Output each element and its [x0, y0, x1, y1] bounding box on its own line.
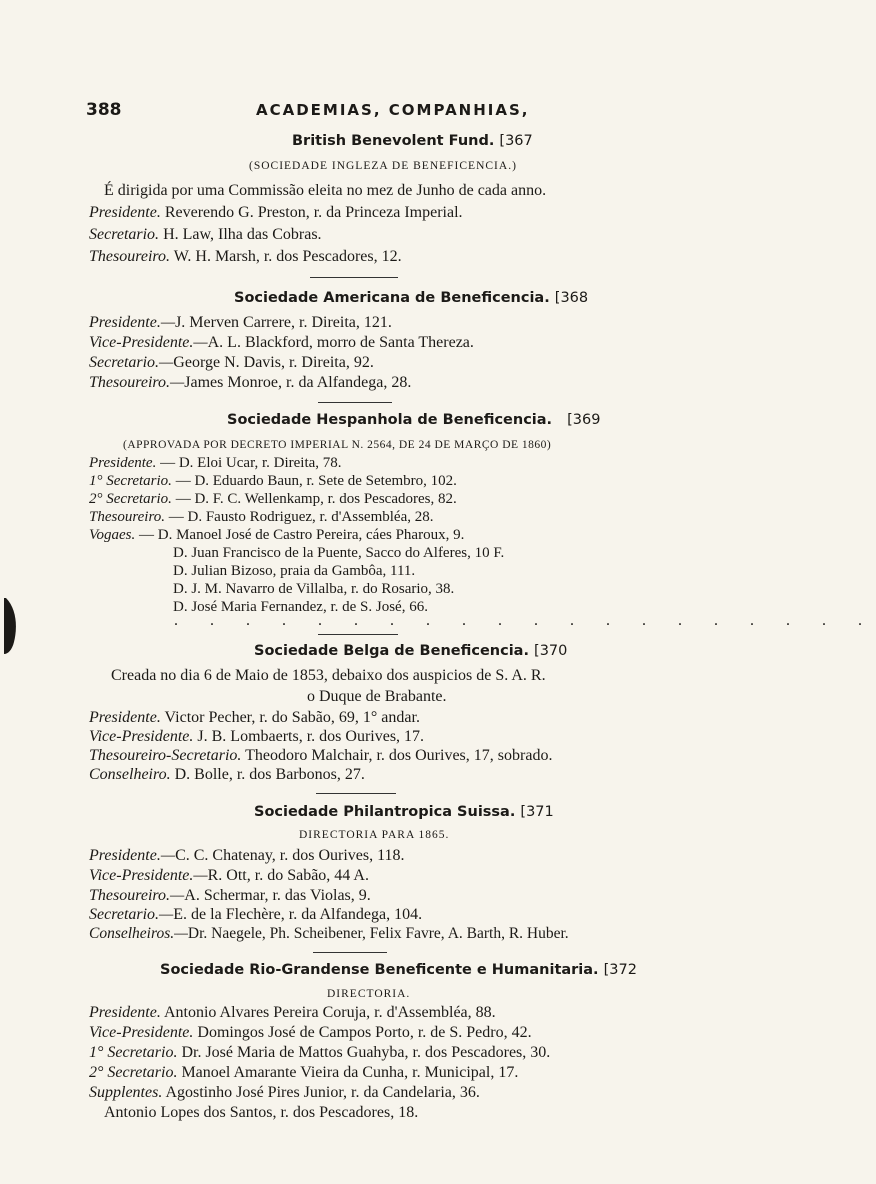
text-line: Conselheiro. D. Bolle, r. dos Barbonos, 27. [89, 766, 365, 783]
text-line: Thesoureiro. — D. Fausto Rodriguez, r. d'Assembléa, 28. [89, 509, 434, 525]
text-line: Presidente. — D. Eloi Ucar, r. Direita, 78. [89, 455, 342, 471]
text-line: Thesoureiro.—A. Schermar, r. das Violas, 9. [89, 887, 371, 904]
text-line: Thesoureiro.—James Monroe, r. da Alfandega, 28. [89, 374, 412, 391]
intro-line: Creada no dia 6 de Maio de 1853, debaixo dos auspicios de S. A. R. [111, 667, 546, 684]
section-subtitle: DIRECTORIA. [327, 988, 411, 1000]
text-line: Antonio Lopes dos Santos, r. dos Pescadores, 18. [104, 1104, 419, 1121]
text-line: Vice-Presidente. Domingos José de Campos Porto, r. de S. Pedro, 42. [89, 1024, 532, 1041]
text-line: Secretario.—E. de la Flechère, r. da Alfandega, 104. [89, 906, 423, 923]
section-title: Sociedade Philantropica Suissa. [371 [254, 804, 554, 820]
text-line: D. Juan Francisco de la Puente, Sacco do Alferes, 10 F. [173, 545, 505, 561]
section-title: British Benevolent Fund. [367 [292, 133, 533, 149]
text-line: Vice-Presidente.—A. L. Blackford, morro de Santa Thereza. [89, 334, 474, 351]
divider [316, 793, 396, 794]
text-line: Presidente.—J. Merven Carrere, r. Direita, 121. [89, 314, 392, 331]
divider [313, 952, 387, 953]
divider [318, 402, 392, 403]
section-subtitle: (SOCIEDADE INGLEZA DE BENEFICENCIA.) [249, 160, 517, 172]
text-line: 2° Secretario. — D. F. C. Wellenkamp, r. dos Pescadores, 82. [89, 491, 457, 507]
text-line: Presidente. Reverendo G. Preston, r. da Princeza Imperial. [89, 204, 463, 221]
text-line: Secretario.—George N. Davis, r. Direita, 92. [89, 354, 374, 371]
section-subtitle: (APPROVADA POR DECRETO IMPERIAL N. 2564, DE 24 DE MARÇO DE 1860) [123, 439, 552, 451]
text-line: Vogaes. — D. Manoel José de Castro Pereira, cáes Pharoux, 9. [89, 527, 465, 543]
section-subtitle: DIRECTORIA PARA 1865. [299, 829, 450, 841]
text-line: Presidente.—C. C. Chatenay, r. dos Ourives, 118. [89, 847, 405, 864]
page-number: 388 [86, 100, 122, 120]
section-title: Sociedade Americana de Beneficencia. [368 [234, 290, 589, 306]
dot-leader: . . . . . . . . . . . . . . . . . . . . [174, 612, 876, 629]
text-line: D. José Maria Fernandez, r. de S. José, 66. [173, 599, 428, 615]
text-line: Supplentes. Agostinho José Pires Junior, r. da Candelaria, 36. [89, 1084, 480, 1101]
text-line: Conselheiros.—Dr. Naegele, Ph. Scheibener, Felix Favre, A. Barth, R. Huber. [89, 925, 569, 942]
divider [310, 277, 398, 278]
text-line: D. Julian Bizoso, praia da Gambôa, 111. [173, 563, 416, 579]
text-line: Vice-Presidente.—R. Ott, r. do Sabão, 44 A. [89, 867, 369, 884]
binding-mark [2, 596, 20, 656]
text-line: Presidente. Antonio Alvares Pereira Coruja, r. d'Assembléa, 88. [89, 1004, 496, 1021]
section-title: Sociedade Hespanhola de Beneficencia. [369 [227, 412, 601, 428]
text-line: Presidente. Victor Pecher, r. do Sabão, 69, 1° andar. [89, 709, 420, 726]
running-head: ACADEMIAS, COMPANHIAS, [256, 101, 530, 119]
text-line: Thesoureiro. W. H. Marsh, r. dos Pescadores, 12. [89, 248, 402, 265]
text-line: Secretario. H. Law, Ilha das Cobras. [89, 226, 322, 243]
text-line: É dirigida por uma Commissão eleita no mez de Junho de cada anno. [104, 182, 547, 199]
text-line: 1° Secretario. Dr. José Maria de Mattos Guahyba, r. dos Pescadores, 30. [89, 1044, 551, 1061]
section-title: Sociedade Rio-Grandense Beneficente e Humanitaria. [372 [160, 962, 637, 978]
section-title: Sociedade Belga de Beneficencia. [370 [254, 643, 568, 659]
text-line: 2° Secretario. Manoel Amarante Vieira da Cunha, r. Municipal, 17. [89, 1064, 519, 1081]
text-line: Vice-Presidente. J. B. Lombaerts, r. dos Ourives, 17. [89, 728, 425, 745]
text-line: 1° Secretario. — D. Eduardo Baun, r. Sete de Setembro, 102. [89, 473, 457, 489]
divider [318, 634, 398, 635]
intro-line: o Duque de Brabante. [307, 688, 447, 705]
text-line: Thesoureiro-Secretario. Theodoro Malchair, r. dos Ourives, 17, sobrado. [89, 747, 553, 764]
text-line: D. J. M. Navarro de Villalba, r. do Rosario, 38. [173, 581, 455, 597]
